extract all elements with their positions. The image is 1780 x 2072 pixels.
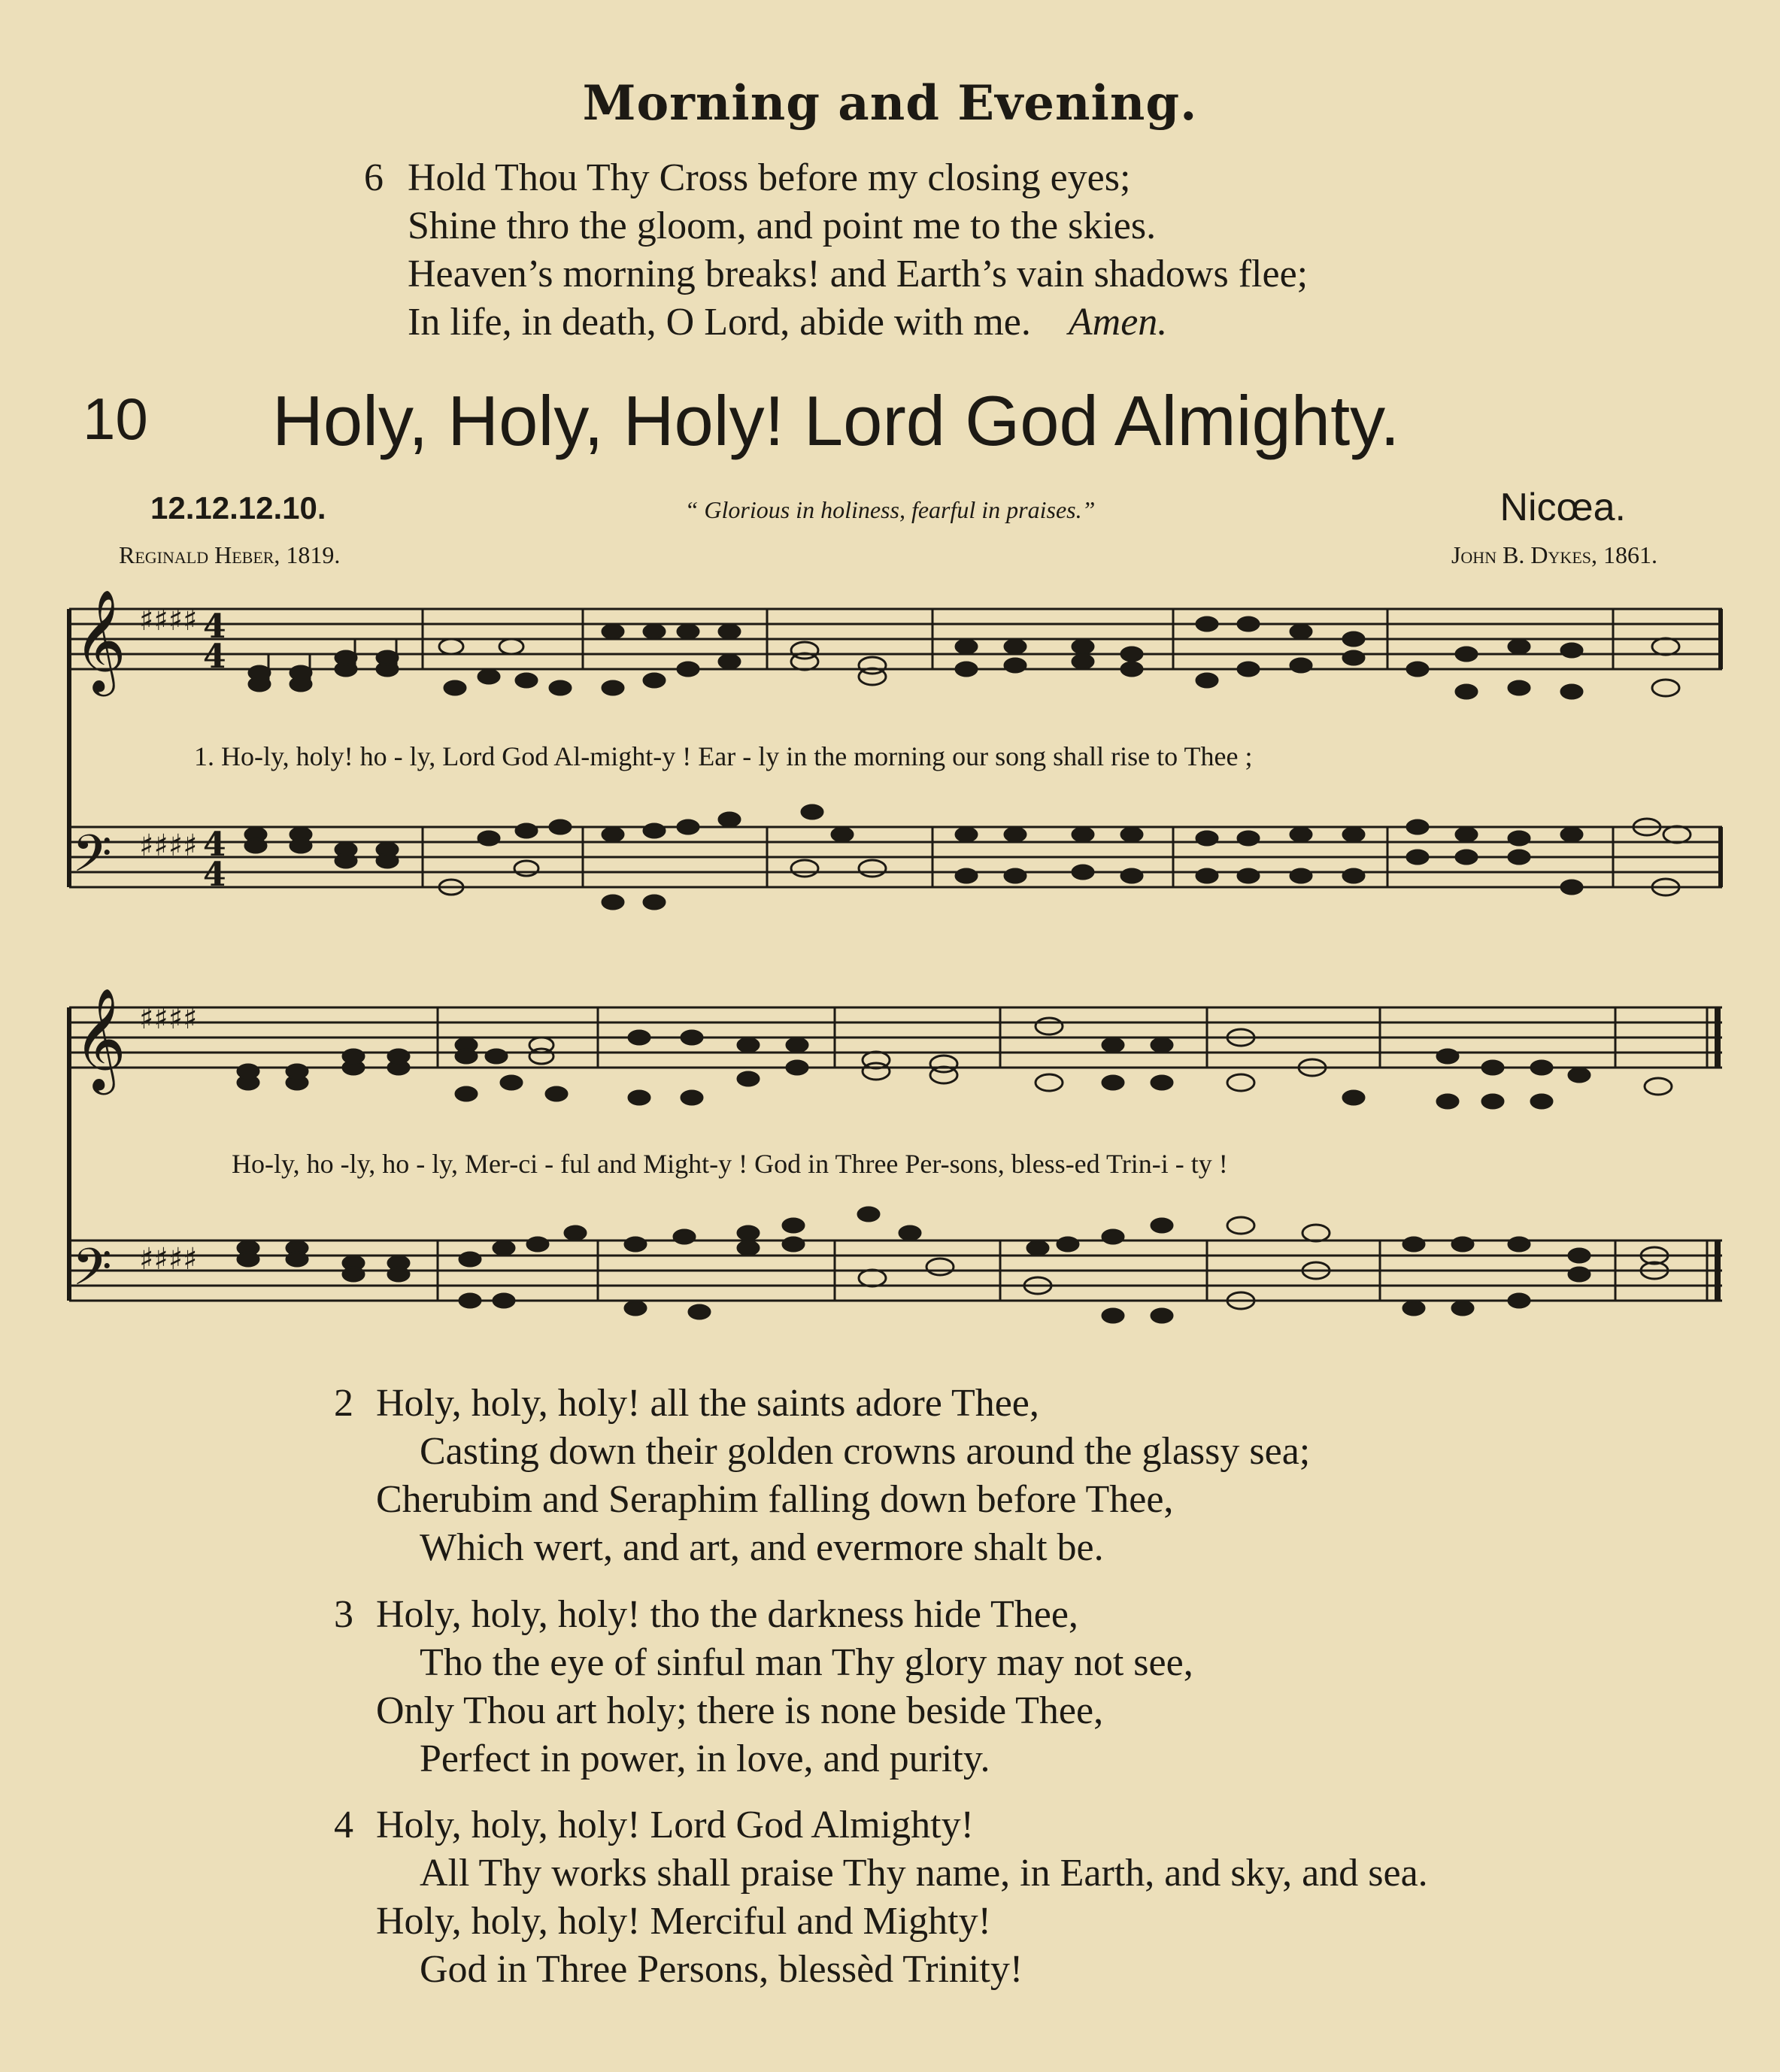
- stanza-line: Holy, holy, holy! all the saints adore Thee,: [376, 1382, 1039, 1425]
- stanza-line: Shine thro the gloom, and point me to the skies.: [408, 204, 1157, 247]
- time-signature-bottom: 4: [203, 856, 226, 894]
- score-system-1: [0, 586, 1780, 932]
- stanza-line: Cherubim and Seraphim falling down before Thee,: [376, 1478, 1174, 1521]
- svg-text:♯♯♯♯: ♯♯♯♯: [139, 602, 198, 638]
- stanza-line: All Thy works shall praise Thy name, in Earth, and sky, and sea.: [420, 1852, 1428, 1895]
- svg-text:♯♯♯♯: ♯♯♯♯: [139, 828, 198, 863]
- bass-clef-icon: 𝄢: [72, 825, 112, 896]
- stanza-line: Heaven’s morning breaks! and Earth’s vain shadows flee;: [408, 253, 1308, 295]
- stanza-line: Which wert, and art, and evermore shalt be.: [420, 1526, 1104, 1569]
- bass-clef-icon: 𝄢: [72, 1238, 112, 1310]
- hymn-number: 10: [83, 386, 148, 452]
- stanza-line: Casting down their golden crowns around the glassy sea;: [420, 1430, 1311, 1473]
- stanza-2: [334, 1380, 1311, 1572]
- stanza-line: Holy, holy, holy! Merciful and Mighty!: [376, 1900, 991, 1943]
- author-credit: Reginald Heber, 1819.: [119, 541, 341, 568]
- hymn-title: Holy, Holy, Holy! Lord God Almighty.: [272, 381, 1400, 460]
- stanza-4: [334, 1801, 1428, 1994]
- stanza-line: Holy, holy, holy! tho the darkness hide Thee,: [376, 1593, 1078, 1636]
- stanza-line: Tho the eye of sinful man Thy glory may not see,: [420, 1641, 1193, 1684]
- stanza-line: Only Thou art holy; there is none beside Thee,: [376, 1689, 1104, 1732]
- composer-credit: John B. Dykes, 1861.: [1451, 541, 1657, 568]
- svg-text:♯♯♯♯: ♯♯♯♯: [139, 1241, 198, 1277]
- stanza-number: 2: [334, 1382, 353, 1425]
- score-system-2: [0, 985, 1780, 1361]
- stanza-line: [408, 298, 1308, 347]
- stanza-number: 3: [334, 1593, 353, 1636]
- treble-clef-icon: 𝄞: [74, 986, 126, 1090]
- stanza-line: Perfect in power, in love, and purity.: [420, 1737, 990, 1780]
- time-signature-top: 4: [203, 825, 226, 864]
- svg-text:♯♯♯♯: ♯♯♯♯: [139, 1001, 198, 1036]
- treble-clef-icon: 𝄞: [74, 588, 126, 692]
- stanza-line-text: In life, in death, O Lord, abide with me.: [408, 301, 1031, 344]
- time-signature-bottom: 4: [203, 638, 226, 676]
- stanza-number: 6: [364, 156, 384, 199]
- hymn-meter: 12.12.12.10.: [150, 490, 326, 526]
- lyrics-system-2: Ho-ly, ho -ly, ho - ly, Mer-ci - ful and Might-y ! God in Three Per-sons, bless-ed Trin-i - ty !: [232, 1149, 1228, 1179]
- amen: Amen.: [1068, 301, 1168, 344]
- stanza-line: Holy, holy, holy! Lord God Almighty!: [376, 1804, 974, 1846]
- stanza-number: 4: [334, 1804, 353, 1846]
- section-title: Morning and Evening.: [582, 75, 1198, 132]
- stanza-line: God in Three Persons, blessèd Trinity!: [420, 1948, 1023, 1991]
- stanza-line: Hold Thou Thy Cross before my closing eyes;: [408, 156, 1131, 199]
- prev-hymn-stanza: [364, 154, 1308, 347]
- stanza-3: [334, 1591, 1193, 1783]
- tune-name: Nicœa.: [1500, 486, 1626, 529]
- time-signature-top: 4: [203, 607, 226, 646]
- hymn-motto: “ Glorious in holiness, fearful in praises.”: [684, 496, 1096, 523]
- lyrics-system-1: 1. Ho-ly, holy! ho - ly, Lord God Al-might-y ! Ear - ly in the morning our song shall rise to Thee ;: [194, 741, 1253, 771]
